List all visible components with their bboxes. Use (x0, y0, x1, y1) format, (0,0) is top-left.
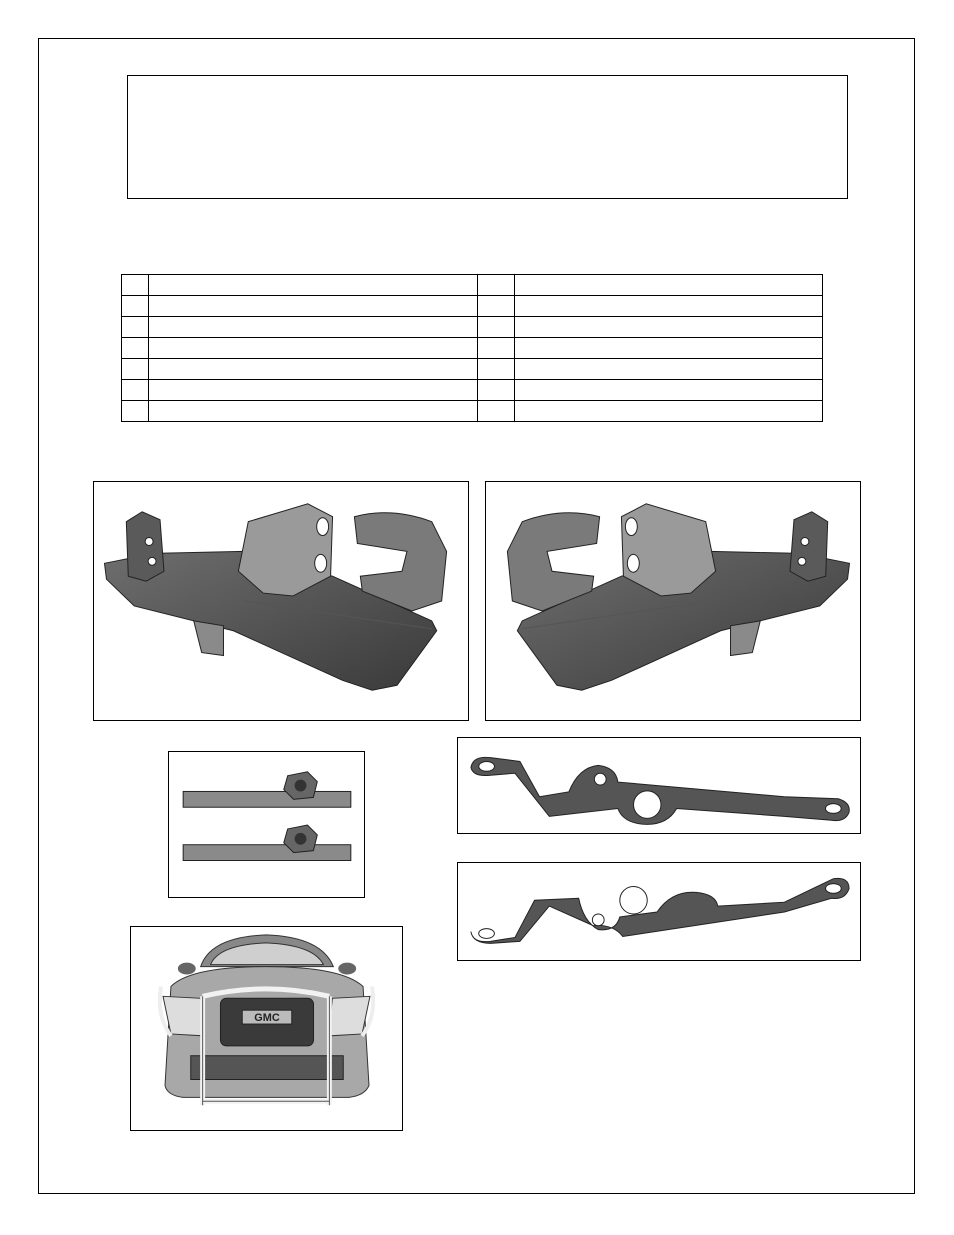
parts-list-table (121, 274, 823, 422)
photo-vehicle-with-grille-guard (130, 926, 403, 1131)
right-bracket-illustration (486, 482, 860, 720)
qty-cell (478, 275, 515, 296)
table-row (122, 296, 823, 317)
qty-cell (478, 401, 515, 422)
description-cell (515, 338, 823, 359)
qty-cell (478, 317, 515, 338)
photo-right-mounting-bracket (485, 481, 861, 721)
qty-cell (122, 338, 149, 359)
description-cell (515, 401, 823, 422)
description-cell (149, 296, 478, 317)
photo-strap-bracket-lower (457, 862, 861, 961)
description-cell (515, 359, 823, 380)
photo-left-mounting-bracket (93, 481, 469, 721)
table-row (122, 317, 823, 338)
qty-cell (122, 275, 149, 296)
qty-cell (478, 380, 515, 401)
nut-plates-illustration (169, 752, 364, 897)
qty-cell (122, 359, 149, 380)
description-cell (149, 275, 478, 296)
strap-bracket-lower-illustration (458, 863, 860, 960)
table-row (122, 338, 823, 359)
description-cell (515, 380, 823, 401)
photo-strap-bracket-upper (457, 737, 861, 834)
vehicle-badge: GMC (254, 1012, 280, 1025)
table-row (122, 359, 823, 380)
table-row (122, 275, 823, 296)
qty-cell (478, 338, 515, 359)
description-cell (515, 296, 823, 317)
table-row (122, 380, 823, 401)
qty-cell (122, 380, 149, 401)
title-box (127, 75, 848, 199)
description-cell (149, 359, 478, 380)
qty-cell (122, 401, 149, 422)
description-cell (149, 401, 478, 422)
description-cell (515, 317, 823, 338)
vehicle-illustration (131, 927, 402, 1130)
description-cell (149, 338, 478, 359)
photo-nut-plates (168, 751, 365, 898)
qty-cell (122, 317, 149, 338)
qty-cell (122, 296, 149, 317)
description-cell (515, 275, 823, 296)
qty-cell (478, 296, 515, 317)
table-row (122, 401, 823, 422)
left-bracket-illustration (94, 482, 468, 720)
strap-bracket-upper-illustration (458, 738, 860, 833)
qty-cell (478, 359, 515, 380)
description-cell (149, 380, 478, 401)
description-cell (149, 317, 478, 338)
